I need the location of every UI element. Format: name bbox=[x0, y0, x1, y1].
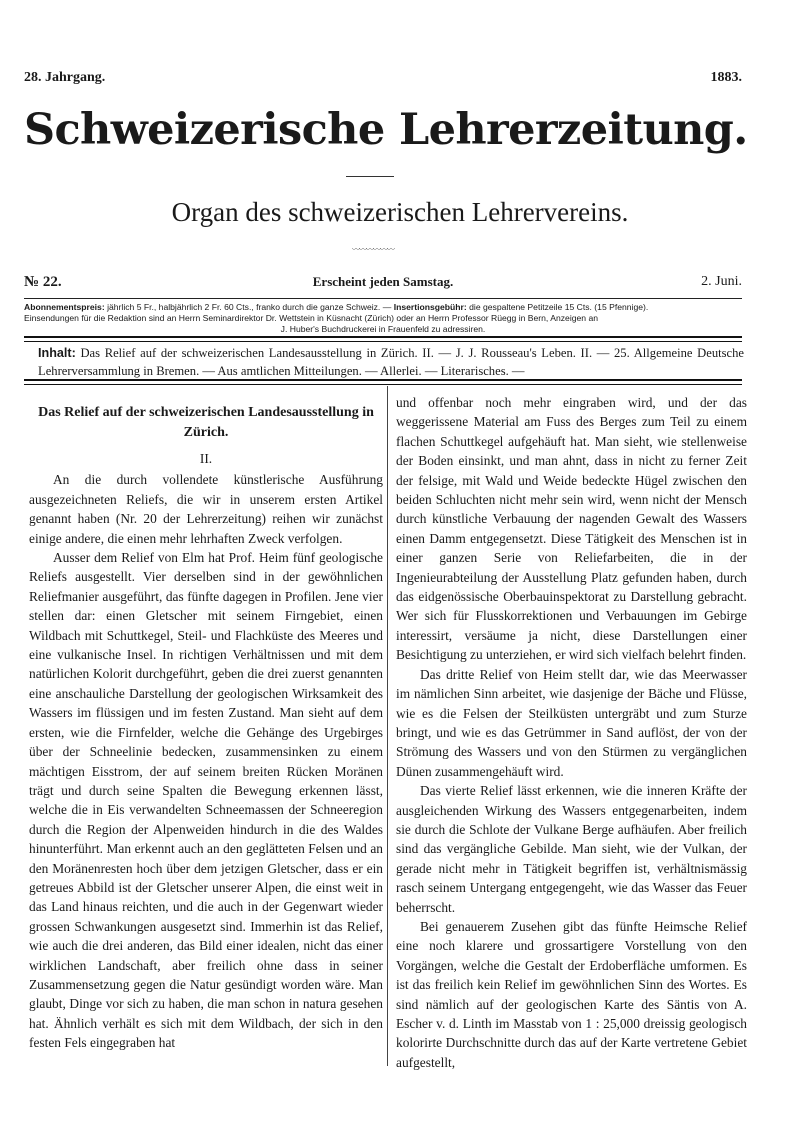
insertion-fee-label: Insertionsgebühr: bbox=[393, 302, 467, 312]
article-paragraph: Bei genauerem Zusehen gibt das fünfte Heimsche Relief eine noch klarere und grossartigere Vorstellung von den Vorgängen, welche die Gestalt der Erdoberfläche umformen. Es ist das freilich kein Relief im gewöhnlichen Sinn des Wortes. Es sind nämlich auf der geologischen Karte des Säntis von A. Escher v. d. Linth im Masstab von 1 : 25,000 dreissig geologisch kolorirte Durchschnitte durch das auf der Karte vertretene Gebiet aufgestellt, bbox=[396, 918, 747, 1070]
publication-frequency: Erscheint jeden Samstag. bbox=[312, 274, 454, 289]
article-paragraph: Das dritte Relief von Heim stellt dar, wie das Meerwasser im nämlichen Sinn arbeitet, wie dasjenige der Bäche und Flüsse, wie es die Felsen der Steilküsten untergräbt und zum Sturze bringt, und wie es das Getrümmer in Sand auflöst, der von der Strömung des Wassers und von den Stürmen zu vergänglichen Dünen zusammengehäuft wird. bbox=[396, 666, 747, 779]
article-title: Das Relief auf der schweizerischen Landesausstellung in Zürich. bbox=[38, 405, 374, 440]
insertion-fee-text: die gespaltene Petitzeile 15 Cts. (15 Pfennige). bbox=[466, 302, 649, 312]
ornament-divider: 〰〰〰〰〰〰 bbox=[352, 245, 394, 254]
printer-info: J. Huber's Buchdruckerei in Frauenfeld zu adressiren. bbox=[280, 324, 486, 334]
masthead-title: Schweizerische Lehrerzeitung. bbox=[24, 105, 748, 155]
article-paragraph: Das vierte Relief lässt erkennen, wie die inneren Kräfte der ausgleichenden Wirkung des Wassers entgegenarbeiten, indem sie durch die Schlote der Vulkane Berge aufhäufen. Aber freilich sind das vergängliche Gebilde. Man sieht, wie der Vulkan, der gerade nicht mehr in Tätigkeit begriffen ist, verhältnismässig rasch seinem Untergang entgegengeht, wie das Wasser das Feuer beherrscht. bbox=[396, 783, 747, 915]
rule-above-contents bbox=[24, 336, 742, 342]
subscription-info bbox=[24, 302, 742, 335]
column-divider bbox=[387, 386, 388, 1066]
article-section-number: II. bbox=[199, 451, 213, 466]
volume-line bbox=[24, 70, 742, 90]
masthead-subtitle: Organ des schweizerischen Lehrervereins. bbox=[171, 197, 629, 227]
rule-below-contents bbox=[24, 379, 742, 385]
issue-line bbox=[24, 274, 742, 294]
article-continuation: und offenbar noch mehr eingraben wird, und der das weggerissene Material am Fuss des Berges zum Teil zu einem flachen Schuttkegel aufgehäuft hat. Man sieht, wie stellenweise der Boden einsinkt, und man ahnt, dass in nicht zu ferner Zeit der felsige, mit Wald und Weide bedeckte Hügel zwischen den beiden Schluchten nicht mehr sein wird, wenn nicht der Mensch durch künstliche Verbauung der nagenden Gewalt des Wassers einen Damm entgegensetzt. Diese Tätigkeit des Menschen ist in einer ganzen Serie von Reliefarbeiten, die in der Ingenieurabteilung der Ausstellung Platz gefunden haben, durch das eidgenössische Oberbauinspektorat zu Darstellung gebracht. Wer sich für Flusskorrektionen und Verbauungen im Gebirge interessirt, versäume ja nicht, diese Darstellungen einer Besichtigung zu unterziehen, er wird sich vielfach belehrt finden. bbox=[396, 395, 747, 663]
article-paragraph: An die durch vollendete künstlerische Ausführung ausgezeichneten Reliefs, die wir in unserem ersten Artikel genannt haben (Nr. 20 der Lehrerzeitung) reihen wir zunächst einige andere, die einen mehr lehrhaften Zweck verfolgen. bbox=[29, 472, 383, 546]
article-paragraph: Ausser dem Relief von Elm hat Prof. Heim fünf geologische Reliefs ausgestellt. Vier derselben sind in der gewöhnlichen Reliefmanier ausgeführt, das fünfte dagegen in Profilen. Jene vier stellen dar: einen Gletscher mit seinem Firngebiet, einen Wildbach mit Schuttkegel, Steil- und Flachküste des Meeres und eine vulkanische Insel. In richtigen Verhältnissen und mit dem natürlichen Kolorit durchgeführt, geben die drei zuerst genannten eine anschauliche Darstellung der geologischen Wirksamkeit des Wassers im flüssigen und im festen Zustand. Man sieht auf dem ersten, wie die Firnfelder, welche die Gehänge des Urgebirges über der Schneelinie bedecken, zusammensinken zu einem mächtigen Eisstrom, der auf seinem breiten Rücken Moränen trägt und durch seine Spalten die Bewegung erkennen lässt, welche die in Eis verwandelten Schneemassen der Schneeregion durch die Region der Alpenweiden hindurch in die des Waldes hinunterführt. Man erkennt auch an den geglätteten Felsen und an den Moränenresten hoch über dem jetzigen Gletscher, dass er ein getreues Abbild ist der Gletscher unserer Alpen, die einst weit in das Land hinaus reichten, und die auch in der Gegenwart wieder grossen Schwankungen ausgesetzt sind. Immerhin ist das Relief, wie auch die drei anderen, das Bild einer idealen, nicht das einer wirklichen Landschaft, aber freilich ohne dass in seiner Zusammensetzung gegen die Natur gesündigt worden wäre. Man glaubt, Dinge vor sich zu haben, die man schon in natura gesehen hat. Ähnlich verhält es sich mit dem Wildbach, der sich in den festen Fels eingegraben hat bbox=[29, 550, 383, 1051]
article-right-column bbox=[396, 393, 747, 1072]
subscription-label: Abonnementspreis: bbox=[24, 302, 105, 312]
submissions-info: Einsendungen für die Redaktion sind an Herrn Seminardirektor Dr. Wettstein in Küsnacht (Zürich) oder an Herrn Professor Rüegg in Bern, Anzeigen an bbox=[24, 313, 599, 323]
subscription-price: jährlich 5 Fr., halbjährlich 2 Fr. 60 Cts., franko durch die ganze Schweiz. — bbox=[104, 302, 394, 312]
volume-label: 28. Jahrgang. bbox=[24, 70, 106, 85]
rule-above-subscription bbox=[24, 298, 742, 299]
masthead-rule bbox=[346, 176, 394, 177]
table-of-contents bbox=[38, 344, 744, 380]
contents-text: Das Relief auf der schweizerischen Landesausstellung in Zürich. II. — J. J. Rousseau's Leben. II. — 25. Allgemeine Deutsche Lehrerversammlung in Bremen. — Aus amtlichen Mitteilungen. — Allerlei. — Literarisches. — bbox=[38, 346, 744, 378]
issue-date: 2. Juni. bbox=[701, 274, 742, 289]
year-label: 1883. bbox=[710, 70, 742, 85]
contents-label: Inhalt: bbox=[38, 346, 76, 360]
article-left-column bbox=[29, 393, 383, 1053]
issue-number: № 22. bbox=[24, 274, 62, 290]
